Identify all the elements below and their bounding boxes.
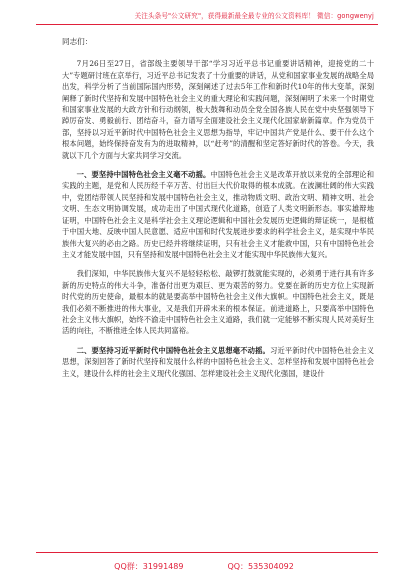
salutation: 同志们： bbox=[62, 37, 93, 46]
paragraph-2 bbox=[62, 169, 374, 260]
footer-contact bbox=[0, 561, 408, 572]
paragraph-4 bbox=[62, 345, 374, 379]
page-header bbox=[0, 0, 408, 26]
footer-qq-number: QQ：535304092 bbox=[227, 562, 294, 571]
paragraph-text: 中国特色社会主义是改革开放以来党的全部理论和实践的主题，是党和人民历经千辛万苦、付出巨大代价取得的根本成就。在波澜壮阔的伟大实践中，党团结带领人民坚持和发展中国特色社会主义，推动物质文明、政治文明、精神文明、社会文明、生态文明协调发展，成功走出了中国式现代化道路，创造了人类文明新形态。事实雄辩地证明，中国特色社会主义是科学社会主义理论逻辑和中国社会发展历史逻辑的辩证统一，是根植于中国大地、反映中国人民意愿、适应中国和时代发展进步要求的科学社会主义，是实现中华民族伟大复兴的必由之路。历史已经并将继续证明，只有社会主义才能救中国，只有中国特色社会主义才能发展中国，只有坚持和发展中国特色社会主义才能实现中华民族伟大复兴。 bbox=[62, 170, 375, 259]
paragraph-1 bbox=[62, 58, 374, 161]
paragraph-lead: 二、要坚持习近平新时代中国特色社会主义思想毫不动摇。 bbox=[76, 345, 270, 355]
footer-divider bbox=[36, 552, 378, 553]
paragraph-3 bbox=[62, 268, 374, 336]
paragraph-text: 习近平新时代中国特色社会主义思想，深刻回答了新时代坚持和发展什么样的中国特色社会主义、怎样坚持和发展中国特色社会主义，建设什么样的社会主义现代化强国、怎样建设社会主义现代化强国，建设什 bbox=[62, 345, 374, 378]
footer-qq-group: QQ群：31991489 bbox=[114, 562, 184, 571]
paragraph-lead: 一、要坚持中国特色社会主义毫不动摇。 bbox=[76, 170, 211, 180]
document-body bbox=[62, 36, 374, 387]
header-promo-text: 关注头条号"公文研究"，获得最新最全最专业的公文资料库！ 微信：gongwenyj bbox=[134, 12, 374, 20]
paragraph-text: 7月26日至27日，省部级主要领导干部“学习习近平总书记重要讲话精神，迎接党的二十大”专题研讨班在京举行，习近平总书记发表了十分重要的讲话，从党和国家事业发展的战略全局出发，科学分析了当前国际国内形势，深刻阐述了过去5年工作和新时代10年的伟大变革，深刻阐释了新时代坚持和发展中国特色社会主义的重大理论和实践问题，深刻阐明了未来一个时期党和国家事业发展的大政方针和行动纲领，极大鼓舞和动员全党全国各族人民在党中央坚强领导下踔厉奋发、勇毅前行、团结奋斗，奋力谱写全面建设社会主义现代化国家崭新篇章。作为党员干部，坚持以习近平新时代中国特色社会主义思想为指导，牢记中国共产党是什么、要干什么这个根本问题，始终保持奋发有为的进取精神，以“赶考”的清醒和坚定答好新时代的答卷。今天，我就以下几个方面与大家共同学习交流。 bbox=[62, 59, 374, 160]
paragraph-text: 我们深知，中华民族伟大复兴不是轻轻松松、敲锣打鼓就能实现的，必须勇于进行具有许多新的历史特点的伟大斗争，准备付出更为艰巨、更为艰苦的努力。党要在新的历史方位上实现新时代党的历史使命，最根本的就是要高举中国特色社会主义伟大旗帜。中国特色社会主义，既是我们必须不断推进的伟大事业，又是我们开辟未来的根本保证。前进道路上，只要高举中国特色社会主义伟大旗帜，始终不渝走中国特色社会主义道路，我们就一定能够不断实现人民对美好生活的向往，不断推进全体人民共同富裕。 bbox=[62, 269, 374, 336]
page-footer bbox=[0, 540, 408, 580]
header-divider bbox=[36, 24, 378, 25]
